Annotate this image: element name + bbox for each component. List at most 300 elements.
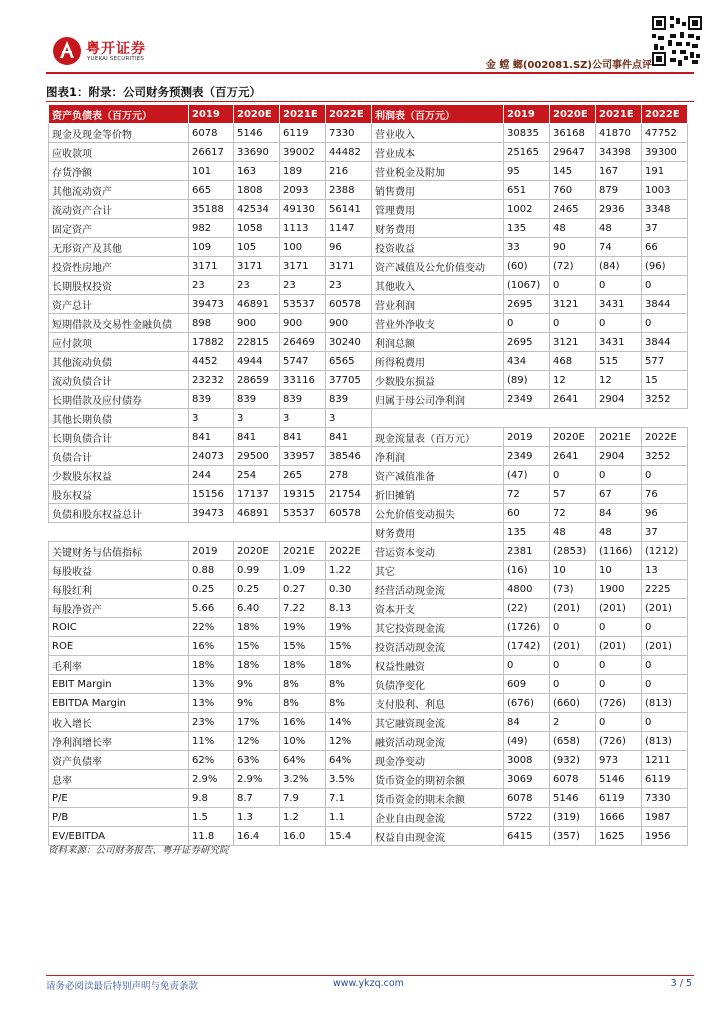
value-cell: (96)	[642, 257, 688, 276]
value-cell: 2388	[326, 181, 372, 200]
value-cell: (89)	[504, 371, 550, 390]
value-cell: (73)	[550, 580, 596, 599]
value-cell: 2641	[550, 390, 596, 409]
value-cell: 2	[550, 713, 596, 732]
value-cell: 48	[550, 523, 596, 542]
row-label-cell: 流动负债合计	[49, 371, 189, 390]
value-cell: 41870	[596, 124, 642, 143]
value-cell: 13	[642, 561, 688, 580]
table-row	[49, 675, 688, 694]
value-cell: 101	[189, 162, 234, 181]
row-label-cell: 固定资产	[49, 219, 189, 238]
value-cell: 0	[642, 276, 688, 295]
value-cell: 2021E	[596, 105, 642, 124]
value-cell: 2020E	[234, 542, 280, 561]
value-cell: 0	[550, 314, 596, 333]
value-cell: 23232	[189, 371, 234, 390]
value-cell: 0.25	[189, 580, 234, 599]
value-cell: 67	[596, 485, 642, 504]
value-cell: 72	[504, 485, 550, 504]
row-label-cell: 投资收益	[372, 238, 504, 257]
row-label-cell: 负债合计	[49, 447, 189, 466]
row-label-cell: 短期借款及交易性金融负债	[49, 314, 189, 333]
value-cell: 2093	[280, 181, 326, 200]
value-cell: 19%	[326, 618, 372, 637]
value-cell: 13%	[189, 675, 234, 694]
value-cell: 7330	[642, 789, 688, 808]
row-label-cell: 其他流动负债	[49, 352, 189, 371]
value-cell: 12	[596, 371, 642, 390]
value-cell: 10%	[280, 732, 326, 751]
value-cell: 22815	[234, 333, 280, 352]
value-cell: 33116	[280, 371, 326, 390]
row-label-cell: 长期借款及应付债券	[49, 390, 189, 409]
row-label-cell: 每股净资产	[49, 599, 189, 618]
value-cell: 2022E	[326, 105, 372, 124]
table-row	[49, 124, 688, 143]
row-label-cell: P/E	[49, 789, 189, 808]
value-cell: (1166)	[596, 542, 642, 561]
value-cell: (60)	[504, 257, 550, 276]
value-cell: (49)	[504, 732, 550, 751]
table-row	[49, 485, 688, 504]
value-cell: 2021E	[596, 428, 642, 447]
value-cell: 2020E	[550, 428, 596, 447]
value-cell: 0	[642, 466, 688, 485]
value-cell: 841	[326, 428, 372, 447]
row-label-cell: 资本开支	[372, 599, 504, 618]
value-cell: 2349	[504, 447, 550, 466]
value-cell: 760	[550, 181, 596, 200]
value-cell: 2904	[596, 390, 642, 409]
value-cell: 109	[189, 238, 234, 257]
row-label-cell: 资产负债表（百万元）	[49, 105, 189, 124]
value-cell: 468	[550, 352, 596, 371]
value-cell: 60578	[326, 295, 372, 314]
value-cell: 39473	[189, 504, 234, 523]
value-cell: (201)	[642, 637, 688, 656]
row-label-cell: 股东权益	[49, 485, 189, 504]
company-logo	[52, 34, 202, 68]
row-label-cell: 无形资产及其他	[49, 238, 189, 257]
value-cell: 6565	[326, 352, 372, 371]
value-cell: 3069	[504, 770, 550, 789]
value-cell: 2020E	[550, 105, 596, 124]
value-cell: 3171	[234, 257, 280, 276]
value-cell: 53537	[280, 504, 326, 523]
row-label-cell: 资产负债率	[49, 751, 189, 770]
value-cell: 1002	[504, 200, 550, 219]
value-cell: (2853)	[550, 542, 596, 561]
value-cell: 39002	[280, 143, 326, 162]
row-label-cell: 投资活动现金流	[372, 637, 504, 656]
value-cell: 105	[234, 238, 280, 257]
value-cell: 0	[642, 618, 688, 637]
value-cell: 0	[596, 713, 642, 732]
table-row	[49, 466, 688, 485]
value-cell: 15156	[189, 485, 234, 504]
row-label-cell: 支付股利、利息	[372, 694, 504, 713]
table-row	[49, 143, 688, 162]
value-cell: 5747	[280, 352, 326, 371]
row-label-cell: 息率	[49, 770, 189, 789]
disclaimer-link[interactable]: 请务必阅读最后特别声明与免责条款	[46, 981, 199, 992]
value-cell: 7330	[326, 124, 372, 143]
value-cell: 3.5%	[326, 770, 372, 789]
value-cell: 0	[642, 314, 688, 333]
row-label-cell: 现金净变动	[372, 751, 504, 770]
value-cell: 2641	[550, 447, 596, 466]
page-number: 3 / 5	[670, 978, 692, 989]
table-row	[49, 409, 688, 428]
value-cell: 3252	[642, 390, 688, 409]
value-cell: 15%	[326, 637, 372, 656]
row-label-cell: 负债净变化	[372, 675, 504, 694]
table-row	[49, 637, 688, 656]
table-row	[49, 162, 688, 181]
value-cell: 3431	[596, 333, 642, 352]
value-cell: 6078	[504, 789, 550, 808]
value-cell	[326, 523, 372, 542]
value-cell: 10	[596, 561, 642, 580]
value-cell: 5722	[504, 808, 550, 827]
value-cell: 2695	[504, 333, 550, 352]
value-cell: 33	[504, 238, 550, 257]
financial-forecast-table	[48, 104, 688, 846]
value-cell: (201)	[550, 637, 596, 656]
value-cell: 42534	[234, 200, 280, 219]
row-label-cell: 融资活动现金流	[372, 732, 504, 751]
table-row	[49, 314, 688, 333]
value-cell: (660)	[550, 694, 596, 713]
value-cell: 278	[326, 466, 372, 485]
value-cell: 8.13	[326, 599, 372, 618]
value-cell: 2020E	[234, 105, 280, 124]
value-cell: 2904	[596, 447, 642, 466]
table-row	[49, 618, 688, 637]
value-cell: 16%	[189, 637, 234, 656]
row-label-cell: EV/EBITDA	[49, 827, 189, 846]
value-cell: 5146	[550, 789, 596, 808]
value-cell: 2022E	[642, 105, 688, 124]
row-label-cell: 少数股东损益	[372, 371, 504, 390]
value-cell: (1212)	[642, 542, 688, 561]
value-cell: 64%	[326, 751, 372, 770]
value-cell: (813)	[642, 694, 688, 713]
value-cell: (72)	[550, 257, 596, 276]
value-cell: 1.3	[234, 808, 280, 827]
value-cell: (201)	[550, 599, 596, 618]
value-cell: 2019	[504, 105, 550, 124]
value-cell: 8%	[280, 675, 326, 694]
value-cell: 15	[642, 371, 688, 390]
value-cell: 24073	[189, 447, 234, 466]
value-cell: 2465	[550, 200, 596, 219]
value-cell: (813)	[642, 732, 688, 751]
value-cell: 982	[189, 219, 234, 238]
value-cell: 23	[234, 276, 280, 295]
row-label-cell: 货币资金的期末余额	[372, 789, 504, 808]
value-cell: 3252	[642, 447, 688, 466]
row-label-cell: 权益自由现金流	[372, 827, 504, 846]
value-cell: 0	[550, 466, 596, 485]
value-cell: 0	[550, 675, 596, 694]
table-row	[49, 732, 688, 751]
value-cell	[550, 409, 596, 428]
value-cell	[280, 523, 326, 542]
value-cell: 2381	[504, 542, 550, 561]
value-cell: 3844	[642, 295, 688, 314]
value-cell: 13%	[189, 694, 234, 713]
value-cell: 609	[504, 675, 550, 694]
value-cell: 1147	[326, 219, 372, 238]
source-note: 资料来源：公司财务报告、粤开证券研究院	[48, 845, 229, 856]
value-cell: 839	[189, 390, 234, 409]
value-cell: 14%	[326, 713, 372, 732]
value-cell: 23	[280, 276, 326, 295]
value-cell: 12	[550, 371, 596, 390]
value-cell: 1808	[234, 181, 280, 200]
value-cell	[504, 409, 550, 428]
value-cell: 0	[596, 656, 642, 675]
value-cell: (201)	[596, 599, 642, 618]
value-cell: (319)	[550, 808, 596, 827]
table-row	[49, 295, 688, 314]
value-cell: 56141	[326, 200, 372, 219]
website-link[interactable]: www.ykzq.com	[333, 978, 404, 989]
value-cell: 11%	[189, 732, 234, 751]
value-cell: 7.9	[280, 789, 326, 808]
value-cell: 265	[280, 466, 326, 485]
value-cell: 48	[550, 219, 596, 238]
value-cell: 0	[596, 618, 642, 637]
row-label-cell: 货币资金的期初余额	[372, 770, 504, 789]
table-row	[49, 523, 688, 542]
row-label-cell: 资产减值准备	[372, 466, 504, 485]
value-cell: 16%	[280, 713, 326, 732]
value-cell: 3	[234, 409, 280, 428]
value-cell: 0.27	[280, 580, 326, 599]
value-cell: 3.2%	[280, 770, 326, 789]
value-cell: 8.7	[234, 789, 280, 808]
value-cell: 8%	[326, 675, 372, 694]
value-cell: 96	[642, 504, 688, 523]
value-cell: 3121	[550, 295, 596, 314]
row-label-cell: 营业利润	[372, 295, 504, 314]
value-cell: (357)	[550, 827, 596, 846]
row-label-cell: 收入增长	[49, 713, 189, 732]
value-cell: (1742)	[504, 637, 550, 656]
value-cell: 0.30	[326, 580, 372, 599]
value-cell: 900	[234, 314, 280, 333]
value-cell: 53537	[280, 295, 326, 314]
value-cell: 23	[326, 276, 372, 295]
value-cell: 18%	[189, 656, 234, 675]
value-cell: (676)	[504, 694, 550, 713]
row-label-cell: 流动资产合计	[49, 200, 189, 219]
table-row	[49, 105, 688, 124]
value-cell: 6415	[504, 827, 550, 846]
value-cell: 8%	[326, 694, 372, 713]
value-cell: 189	[280, 162, 326, 181]
row-label-cell: 营业外净收支	[372, 314, 504, 333]
row-label-cell: 企业自由现金流	[372, 808, 504, 827]
value-cell: 1.2	[280, 808, 326, 827]
value-cell: 577	[642, 352, 688, 371]
value-cell: 3	[326, 409, 372, 428]
value-cell: 5146	[596, 770, 642, 789]
value-cell: 4452	[189, 352, 234, 371]
value-cell: 29500	[234, 447, 280, 466]
row-label-cell: 其它投资现金流	[372, 618, 504, 637]
value-cell: 1900	[596, 580, 642, 599]
row-label-cell: 资产减值及公允价值变动	[372, 257, 504, 276]
value-cell: 1956	[642, 827, 688, 846]
value-cell: 898	[189, 314, 234, 333]
value-cell: 2021E	[280, 105, 326, 124]
value-cell: (47)	[504, 466, 550, 485]
value-cell: 66	[642, 238, 688, 257]
value-cell: 3	[189, 409, 234, 428]
value-cell: 96	[326, 238, 372, 257]
value-cell: 49130	[280, 200, 326, 219]
table-row	[49, 713, 688, 732]
value-cell: 0.99	[234, 561, 280, 580]
value-cell: 46891	[234, 295, 280, 314]
value-cell: 1987	[642, 808, 688, 827]
value-cell: 515	[596, 352, 642, 371]
value-cell: 3121	[550, 333, 596, 352]
value-cell: 839	[234, 390, 280, 409]
value-cell: 17137	[234, 485, 280, 504]
value-cell: 9%	[234, 694, 280, 713]
row-label-cell: 应付款项	[49, 333, 189, 352]
value-cell: 0	[504, 314, 550, 333]
value-cell: 0	[642, 713, 688, 732]
value-cell: 62%	[189, 751, 234, 770]
value-cell: (1067)	[504, 276, 550, 295]
value-cell: 5146	[234, 124, 280, 143]
value-cell: 1058	[234, 219, 280, 238]
value-cell: 36168	[550, 124, 596, 143]
table-row	[49, 200, 688, 219]
value-cell: (658)	[550, 732, 596, 751]
value-cell: 39473	[189, 295, 234, 314]
value-cell: 1211	[642, 751, 688, 770]
value-cell: 135	[504, 523, 550, 542]
row-label-cell: 关键财务与估值指标	[49, 542, 189, 561]
value-cell: 15%	[234, 637, 280, 656]
table-row	[49, 504, 688, 523]
value-cell: 37	[642, 523, 688, 542]
qr-code-icon	[652, 16, 702, 66]
table-row	[49, 694, 688, 713]
value-cell: 2021E	[280, 542, 326, 561]
row-label-cell: 毛利率	[49, 656, 189, 675]
row-label-cell: P/B	[49, 808, 189, 827]
value-cell: 23%	[189, 713, 234, 732]
value-cell: 29647	[550, 143, 596, 162]
row-label-cell: 利润表（百万元）	[372, 105, 504, 124]
value-cell: 1.5	[189, 808, 234, 827]
value-cell: 2936	[596, 200, 642, 219]
table-row	[49, 371, 688, 390]
row-label-cell: 财务费用	[372, 523, 504, 542]
value-cell: 28659	[234, 371, 280, 390]
value-cell: 12%	[234, 732, 280, 751]
row-label-cell: 权益性融资	[372, 656, 504, 675]
value-cell: 0.25	[234, 580, 280, 599]
value-cell: 30835	[504, 124, 550, 143]
value-cell: 900	[280, 314, 326, 333]
row-label-cell: 经营活动现金流	[372, 580, 504, 599]
value-cell: 95	[504, 162, 550, 181]
value-cell: 100	[280, 238, 326, 257]
value-cell: 0	[642, 656, 688, 675]
logo-chinese-name: 粤开证券	[86, 41, 146, 57]
row-label-cell: 净利润	[372, 447, 504, 466]
value-cell: 4800	[504, 580, 550, 599]
row-label-cell: 应收款项	[49, 143, 189, 162]
value-cell: 0	[596, 276, 642, 295]
value-cell: 2022E	[326, 542, 372, 561]
value-cell: 0	[550, 276, 596, 295]
value-cell: 0	[642, 675, 688, 694]
value-cell	[234, 523, 280, 542]
row-label-cell: 营业税金及附加	[372, 162, 504, 181]
value-cell: 841	[280, 428, 326, 447]
value-cell: 57	[550, 485, 596, 504]
row-label-cell: 销售费用	[372, 181, 504, 200]
row-label-cell: 其他收入	[372, 276, 504, 295]
value-cell: 18%	[326, 656, 372, 675]
value-cell	[642, 409, 688, 428]
value-cell: 2019	[189, 105, 234, 124]
value-cell: 651	[504, 181, 550, 200]
value-cell: 60578	[326, 504, 372, 523]
value-cell: 6.40	[234, 599, 280, 618]
footer-divider	[46, 975, 694, 976]
value-cell: 11.8	[189, 827, 234, 846]
value-cell: 6078	[189, 124, 234, 143]
value-cell: 841	[189, 428, 234, 447]
row-label-cell: 折旧摊销	[372, 485, 504, 504]
row-label-cell: 管理费用	[372, 200, 504, 219]
row-label-cell: ROIC	[49, 618, 189, 637]
value-cell: 64%	[280, 751, 326, 770]
value-cell: 19315	[280, 485, 326, 504]
value-cell: 3348	[642, 200, 688, 219]
figure-title-divider	[46, 101, 694, 102]
value-cell: 33690	[234, 143, 280, 162]
value-cell: 48	[596, 219, 642, 238]
value-cell: 244	[189, 466, 234, 485]
value-cell: 12%	[326, 732, 372, 751]
value-cell: 434	[504, 352, 550, 371]
value-cell: 0	[596, 466, 642, 485]
value-cell: 3431	[596, 295, 642, 314]
value-cell: 90	[550, 238, 596, 257]
table-row	[49, 428, 688, 447]
row-label-cell: ROE	[49, 637, 189, 656]
table-row	[49, 751, 688, 770]
row-label-cell: 其它融资现金流	[372, 713, 504, 732]
value-cell: 26469	[280, 333, 326, 352]
value-cell: 63%	[234, 751, 280, 770]
value-cell: 3171	[326, 257, 372, 276]
row-label-cell: 存货净额	[49, 162, 189, 181]
value-cell: 5.66	[189, 599, 234, 618]
